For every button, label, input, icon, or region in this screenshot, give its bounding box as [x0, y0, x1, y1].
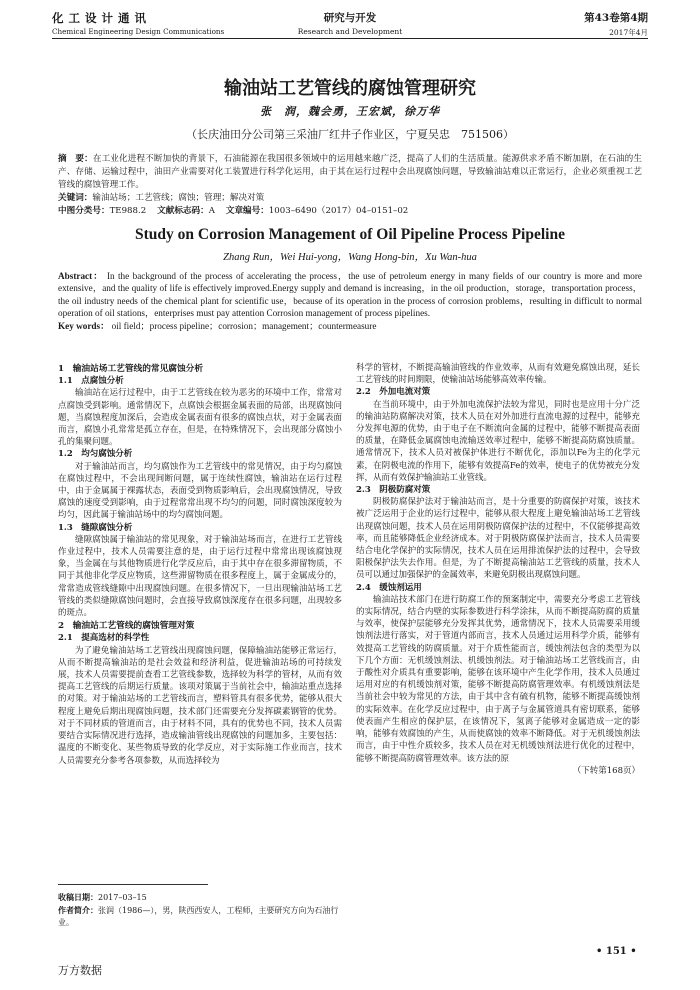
section-title-en: Research and Development [297, 27, 403, 36]
subsection-heading-2-2: 2.2 外加电流对策 [356, 387, 431, 398]
abstract-en [58, 270, 642, 320]
issue-date: 2017年4月 [609, 28, 648, 37]
author-bio-value: 张润（1986—），男，陕西西安人，工程师，主要研究方向为石油行业。 [58, 906, 339, 927]
running-header [52, 8, 648, 58]
doc-code-value: A [208, 206, 215, 216]
header-rule [52, 38, 648, 39]
paragraph-2-2: 在当前环境中，由于外加电流保护法较为常见，同时也是应用十分广泛的输油站防腐解决对策，技术人员在对外加进行直流电源的过程中，能够充分发挥电源的优势，由于电子在不断流向金属的过程中，能够不断提高表面的质量，在降低金属腐蚀电流输送效率过程中，能够不断提高防腐蚀质量。通常情况下，技术人员对被保护体进行不断优化，添加以Fe为主的化学元素，在阴极电流的作用下，能够有效提高Fe的效率，使电子的优势被充分发挥，从而有效保护输油站工业管线。 [356, 399, 640, 483]
author-bio-label: 作者简介： [58, 905, 98, 915]
abstract-text-cn: 在工业化进程不断加快的背景下，石油能源在我国很多领域中的运用越来越广泛，提高了人们的生活质量。能源供求矛盾不断加剧，在石油的生产、存储、运输过程中，油田产业需要对化工装置进行科学化运用，由于其在运行过程中会出现腐蚀问题，导致输油站难以正常运行，企业必须重视工艺管线的腐蚀管理工作。 [58, 154, 642, 190]
received-value: 2017–03–15 [98, 893, 147, 902]
classification-line [58, 205, 642, 218]
page-number: • 151 • [596, 946, 637, 957]
subsection-heading-1-2: 1.2 均匀腐蚀分析 [58, 449, 133, 460]
affiliation-cn: （长庆油田分公司第三采油厂红井子作业区，宁夏吴忠 751506） [186, 128, 514, 141]
authors-en: Zhang Run，Wei Hui-yong，Wang Hong-bin，Xu Wan-hua [223, 252, 477, 263]
keywords-en [58, 320, 642, 332]
subsection-heading-1-3: 1.3 缝隙腐蚀分析 [58, 522, 133, 533]
article-id-label: 文章编号： [225, 206, 269, 216]
subsection-heading-2-1: 2.1 提高选材的科学性 [58, 633, 150, 644]
journal-title-cn: 化工设计通讯 [52, 11, 151, 25]
keywords-text-cn: 输油站场；工艺管线；腐蚀；管理；解决对策 [92, 193, 265, 203]
paragraph-2-3: 阴极防腐保护法对于输油站而言，是十分重要的防腐保护对策，该技术被广泛运用于企业的运行过程中，能够从很大程度上避免输油站场工艺管线出现腐蚀问题，技术人员在运用阴极防腐保护法的过程中，不仅能够提高效率，而且能够降低企业经济成本。对于阴极防腐保护法而言，技术人员需要结合电化学保护的实际情况，技术人员在运用排流保护法的过程中，会导致阳极保护法失去作用。但是，为了不断提高输油站工艺管线的质量，技术人员可以通过加强保护的金属效率，来避免阴极出现腐蚀问题。 [356, 497, 640, 581]
body-column-right [356, 362, 640, 777]
section-heading-1: 1 输油站场工艺管线的常见腐蚀分析 [58, 364, 204, 374]
received-label: 收稿日期： [58, 892, 98, 902]
article-title-cn: 输油站工艺管线的腐蚀管理研究 [224, 78, 476, 99]
keywords-text-en: oil field；process pipeline；corrosion；management；countermeasure [111, 320, 377, 331]
paragraph-1-2: 对于输油站而言，均匀腐蚀作为工艺管线中的常见情况，由于均匀腐蚀在腐蚀过程中，不会出现间断问题，属于连续性腐蚀，输油站在运行过程中，由于金属属于裸露状态，表面受到物质影响后，会出现腐蚀情况，导致腐蚀的速度受到影响，由于过程常常出现不均匀的问题，同时腐蚀深度较为均匀，因此属于输油站场中的均匀腐蚀问题。 [58, 461, 342, 521]
abstract-block-cn [58, 153, 642, 218]
footnote [58, 884, 342, 929]
article-title-en: Study on Corrosion Management of Oil Pipeline Process Pipeline [135, 226, 565, 243]
volume-issue: 第43卷第4期 [584, 12, 648, 24]
abstract-text-en: In the background of the process of accelerating the process，the use of petroleum energy in many fields of our country is more and more extensive，and the quality of life is effectively improved.Energy supply and demand is increasing，in the oil production，storage，transportation process，the oil industry needs of the chemical plant for scientific use，because of its operation in the process of corrosion problems，resulting in difficult to normal operation of oil stations，enterprises must pay attention Corrosion management of process pipelines. [58, 271, 642, 319]
footnote-rule [58, 884, 208, 885]
subsection-heading-2-3: 2.3 阴极防腐对策 [356, 485, 431, 496]
class-label: 中图分类号： [58, 206, 110, 216]
doc-code-label: 文献标志码： [157, 206, 209, 216]
section-title-cn: 研究与开发 [323, 12, 377, 24]
paragraph-1-3: 缝隙腐蚀属于输油站的常见现象，对于输油站场而言，在进行工艺管线作业过程中，技术人员需要注意的是，由于运行过程中常常出现该腐蚀现象，当金属在与其他物质进行化学反应后，由于其中存在很多滞留物质，不同于其他非化学反应物质，这些滞留物质在很多程度上，属于金属成分的，常常造成管线缝隙中出现腐蚀问题。在很多情况下，一旦出现输油站场工艺管线的类似缝隙腐蚀问题时，会直接导致腐蚀深度存在很多问题，出现较多的斑点。 [58, 534, 342, 619]
paragraph-2-4: 输油站技术部门在进行防腐工作的预案制定中，需要充分考虑工艺管线的实际情况，结合内壁的实际参数进行科学涂抹，从而不断提高防腐的质量与效率，使保护层能够充分发挥其优势，通常情况下，技术人员需要采用缓蚀剂法进行落实，对于管道内部而言，技术人员通过运用科学介质，能够有效提高工艺管线的防腐质量。对于介质性能而言，缓蚀剂法包含的类型为以下几个方面：无机缓蚀剂法、机缓蚀剂法。对于输油站场工艺管线而言，由于酸性对介质具有重要影响，能够在该环境中产生化学作用，技术人员通过运用对应的有机缓蚀剂对策，能够不断提高防腐管理效率。有机缓蚀剂法是当前社会中较为常见的方法，由于其中含有硫有机物，能够不断提高缓蚀剂的实际效率。在化学反应过程中，由于离子与金属管道具有密切联系，能够使表面产生相应的保护层，在该情况下，氢离子能够对金属造成一定的影响，能够有效腐蚀的产生，从而使腐蚀的效率不断降低。对于无机缓蚀剂法而言，由于中性介质较多，技术人员在对无机缓蚀剂法进行优化的过程中，能够不断提高防腐管理效率。该方法的原 [356, 594, 640, 764]
subsection-heading-1-1: 1.1 点腐蚀分析 [58, 376, 124, 387]
received-date [58, 891, 342, 904]
abstract-label-en: Abstract： [58, 271, 104, 281]
watermark: 万方数据 [58, 964, 102, 977]
authors-cn: 张 润，魏会勇，王宏斌，徐万华 [260, 105, 440, 118]
paragraph-2-1-continued: 科学的管材，不断提高输油管线的作业效率，从而有效避免腐蚀出现，延长工艺管线的时间期限，使输油站场能够高效率传输。 [356, 363, 640, 386]
abstract-label-cn: 摘 要： [58, 154, 93, 164]
keywords-label-cn: 关键词： [58, 193, 93, 203]
keywords-cn [58, 192, 642, 205]
subsection-heading-2-4: 2.4 缓蚀剂运用 [356, 582, 422, 593]
author-bio [58, 904, 342, 929]
continued-note: （下转第168页） [572, 765, 640, 776]
keywords-label-en: Key words： [58, 320, 110, 331]
paragraph-2-1: 为了避免输油站场工艺管线出现腐蚀问题，保障输油站能够正常运行，从而不断提高输油站的是社会效益和经济利益，促进输油站场的可持续发展，技术人员需要提前查看工艺管线参数，选择较为科学的管材，从而有效提高工艺管线的后期运行质量。该项对策属于当前社会中，输油站重点选择的对策。对于输油站场的工艺管线而言，塑料管具有很多优势，能够从很大程度上避免后期出现腐蚀问题，技术部门还需要充分发挥碳素钢管的优势。对于不同材质的管道而言，由于材料不同，具有的优势也不同，技术人员需要结合实际情况进行选择，造成输油管线出现腐蚀的问题加多，主要包括：温度的不断变化、某些物质导致的化学反应，对于实际施工作业而言，技术人员需要充分参考各项参数，从而选择较为 [58, 645, 342, 766]
abstract-cn [58, 153, 642, 192]
article-id-value: 1003–6490（2017）04–0151–02 [268, 206, 409, 216]
section-heading-2: 2 输油站工艺管线的腐蚀管理对策 [58, 621, 195, 632]
abstract-block-en [58, 270, 642, 332]
journal-title-en: Chemical Engineering Design Communications [52, 27, 225, 36]
paragraph-1-1: 输油站在运行过程中，由于工艺管线在较为恶劣的环境中工作，常常对点腐蚀受到影响。通常情况下，点腐蚀会根据金属表面的局部，出现腐蚀问题，当腐蚀程度加深后，会造成金属表面有很多的腐蚀点状，对于金属表面而言，腐蚀小孔常常是孤立存在，但是，在特殊情况下，会出现部分腐蚀小孔的集聚问题。 [58, 388, 342, 448]
body-column-left [58, 362, 342, 767]
class-value: TE988.2 [109, 206, 147, 216]
